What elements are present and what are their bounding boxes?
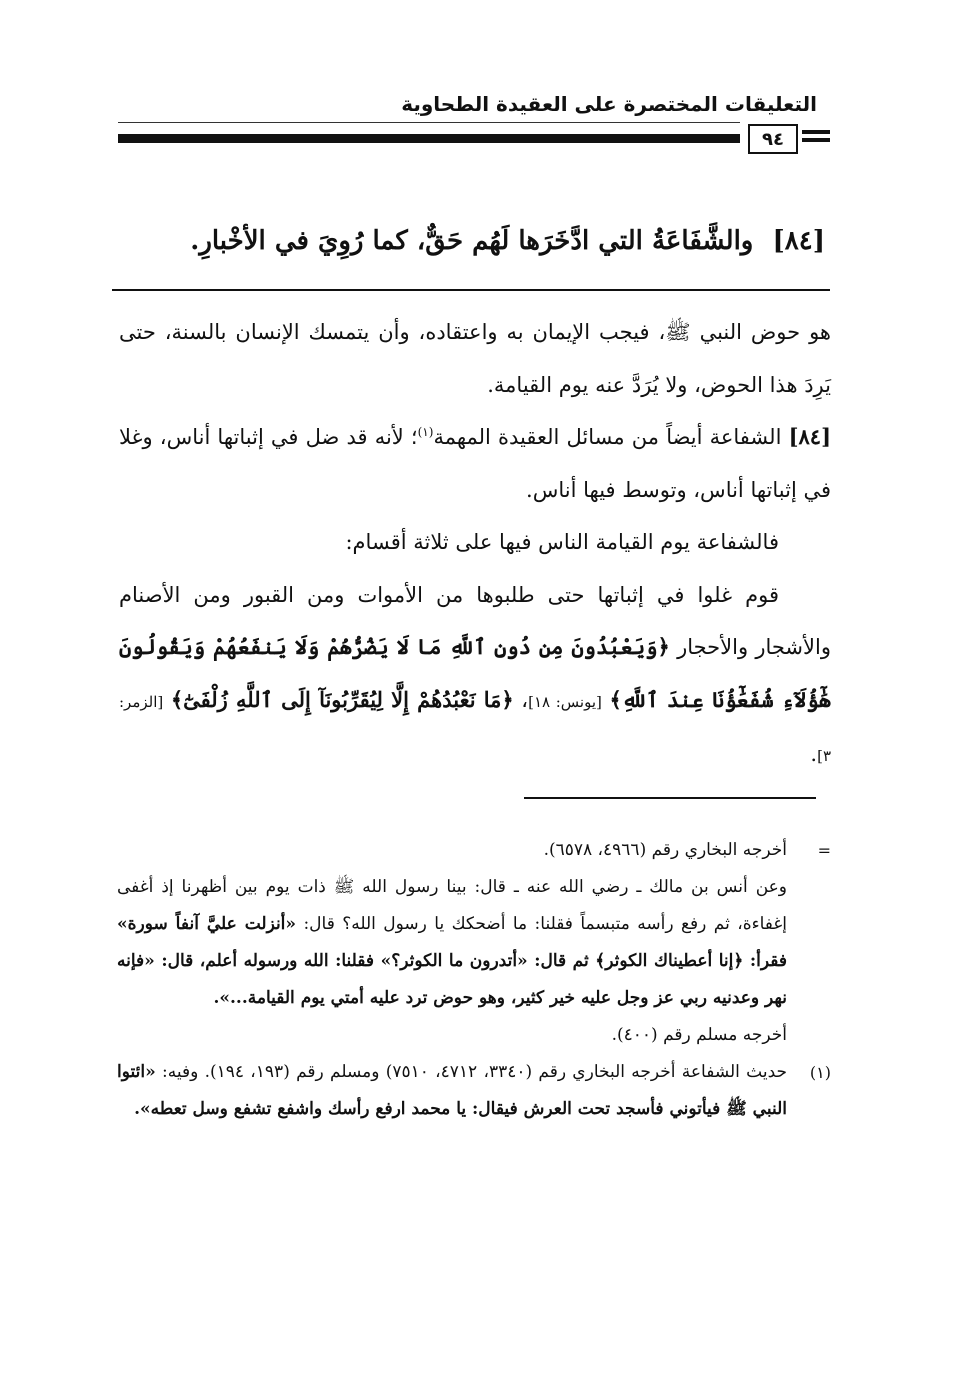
matn-text: والشَّفَاعَةُ التي ادَّخَرَها لَهُم حَقٌّ، كما رُوِيَ في الأخْبارِ. — [190, 226, 754, 256]
matn-number: [٨٤] — [772, 226, 825, 256]
footnote-line — [117, 1054, 787, 1128]
paragraph-divisions: فالشفاعة يوم القيامة الناس فيها على ثلاثة أقسام: — [345, 530, 779, 554]
quran-verse: ﴿مَا نَعْبُدُهُمْ إِلَّا لِيُقَرِّبُونَآ إِلَى ٱللَّهِ زُلْفَىٰٓ﴾ — [170, 686, 514, 712]
matn-divider — [112, 289, 830, 291]
footnote-1 — [117, 1054, 831, 1128]
footnote-text: «ائتوا النبي ﷺ فيأتوني فأسجد تحت العرش فيقال: يا محمد ارفع رأسك واشفع تشفع وسل تعطه». — [117, 1062, 787, 1119]
continuation-marker: = — [817, 841, 831, 860]
paragraph-first-group: قوم غلوا في إثباتها حتى طلبوها من الأموات ومن القبور ومن الأصنام والأشجار والأحجار ﴿وَيَعْبُدُونَ مِن دُونِ ٱللَّهِ مَا لَا يَضُرُّهُمْ وَلَا يَنفَعُهُمْ وَيَقُولُونَ هَٰٓؤُلَآءِ شُفَعَٰٓؤُنَا عِندَ ٱللَّهِ﴾ [يونس: ١٨]، ﴿مَا نَعْبُدُهُمْ إِلَّا لِيُقَرِّبُونَآ إِلَى ٱللَّهِ زُلْفَىٰٓ﴾ [الزمر: ٣]. — [119, 582, 831, 766]
footnote-separator — [524, 797, 816, 799]
header-ornament — [802, 130, 830, 146]
paragraph-shafaa-intro — [119, 411, 831, 516]
quran-verse: ﴿وَيَعْبُدُونَ مِن دُونِ ٱللَّهِ مَا لَا يَضُرُّهُمْ وَلَا يَنفَعُهُمْ وَيَقُولُونَ هَٰٓؤُلَآءِ شُفَعَٰٓؤُنَا عِندَ ٱللَّهِ﴾ — [119, 634, 831, 712]
running-title: التعليقات المختصرة على العقيدة الطحاوية — [401, 92, 817, 116]
footnote-ref[interactable]: (١) — [417, 425, 434, 439]
paragraph-text: قوم غلوا في إثباتها حتى طلبوها من الأموات ومن القبور ومن الأصنام والأشجار والأحجار — [119, 582, 831, 659]
footnote-text: «أنزلت عليَّ آنفاً سورة» فقرأ: ﴿إنا أعطيناك الكوثر﴾ ثم قال: «أتدرون ما الكوثر؟» فقلنا: الله ورسوله أعلم، قال: «فإنه نهر وعدنيه ربي عز وجل عليه خير كثير، وهو حوض ترد عليه أمتي يوم القيامة...». — [117, 914, 787, 1008]
footnotes — [117, 832, 831, 1128]
footnote-text: وعن أنس بن مالك ـ رضي الله عنه ـ قال: بينا رسول الله ﷺ ذات يوم بين أظهرنا إذ أغفى إغفاءة، ثم رفع رأسه متبسماً فقلنا: ما أضحكك يا رسول الله؟ قال: — [117, 877, 787, 934]
header-thin-rule — [118, 122, 740, 123]
paragraph-number: [٨٤] — [788, 424, 831, 449]
footnote-line: أخرجه البخاري رقم (٤٩٦٦، ٦٥٧٨). — [543, 840, 787, 860]
footnote-marker: (١) — [809, 1063, 831, 1082]
matn-statement — [125, 226, 825, 256]
verse-reference: [يونس: ١٨] — [528, 692, 602, 711]
header-thick-rule — [118, 134, 740, 143]
commentary — [119, 306, 831, 783]
page-number: ٩٤ — [748, 124, 798, 154]
footnote-text: حديث الشفاعة أخرجه البخاري رقم (٣٣٤٠، ٤٧١٢، ٧٥١٠) ومسلم رقم (١٩٣، ١٩٤). وفيه: — [162, 1062, 788, 1082]
paragraph-hawd: هو حوض النبي ﷺ، فيجب الإيمان به واعتقاده، وأن يتمسك الإنسان بالسنة، حتى يَرِدَ هذا الحوض، ولا يُرَدَّ عنه يوم القيامة. — [119, 320, 831, 397]
paragraph-text: الشفاعة أيضاً من مسائل العقيدة المهمة — [433, 425, 782, 449]
footnote-continuation — [117, 832, 831, 1054]
paragraph-text: ؛ لأنه قد ضل في إثباتها أناس، وغلا في إثباتها أناس، وتوسط فيها أناس. — [119, 425, 831, 502]
footnote-line — [117, 869, 787, 1017]
footnote-line: أخرجه مسلم رقم (٤٠٠). — [611, 1025, 787, 1045]
verse-reference: [الزمر: ٣] — [119, 692, 831, 765]
